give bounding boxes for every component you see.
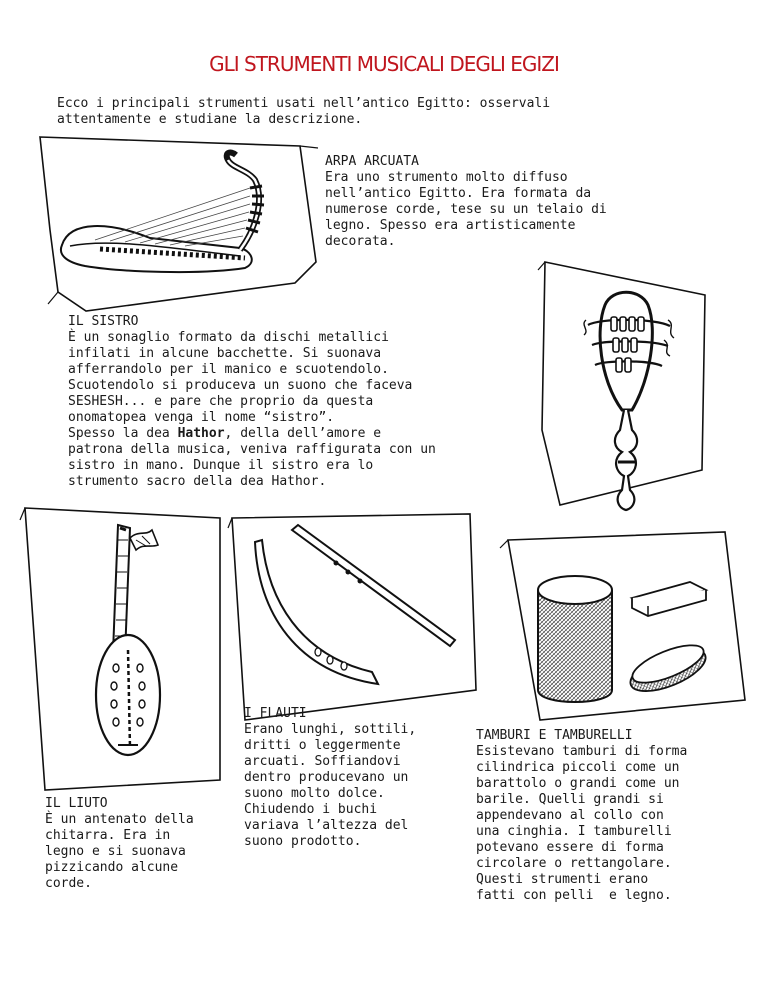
- lute-description: [45, 796, 225, 892]
- lute-illustration: [20, 508, 220, 790]
- sistrum-text-b: , della dell’amore e patrona della musica, veniva raffigurata con un sistro in mano. Dunque il sistro era lo strumento sacro della dea Hathor.: [68, 426, 436, 489]
- harp-text: Era uno strumento molto diffuso nell’antico Egitto. Era formata da numerose corde, tese su un telaio di legno. Spesso era artisticamente decorata.: [325, 170, 607, 249]
- flutes-illustration: [228, 514, 476, 720]
- drums-text: Esistevano tamburi di forma cilindrica piccoli come un barattolo o grandi come un barile. Quelli grandi si appendevano al collo con una cinghia. I tamburelli potevano essere di forma circolare o rettangolare. Questi strumenti erano fatti con pelli e legno.: [476, 744, 688, 903]
- sistrum-description: [68, 314, 518, 490]
- flutes-description: [244, 706, 459, 850]
- lute-text: È un antenato della chitarra. Era in legno e si suonava pizzicando alcune corde.: [45, 812, 194, 891]
- drums-heading: TAMBURI E TAMBURELLI: [476, 728, 633, 743]
- flutes-heading: I FLAUTI: [244, 706, 307, 721]
- intro-text: Ecco i principali strumenti usati nell’antico Egitto: osservali attentamente e studiane la descrizione.: [57, 96, 551, 127]
- drums-description: [476, 728, 738, 904]
- flutes-text: Erano lunghi, sottili, dritti o leggermente arcuati. Soffiandovi dentro producevano un suono molto dolce. Chiudendo i buchi variava l’altezza del suono prodotto.: [244, 722, 417, 849]
- harp-heading: ARPA ARCUATA: [325, 154, 419, 169]
- sistrum-text-a: È un sonaglio formato da dischi metallici infilati in alcune bacchette. Si suonava afferrandolo per il manico e scuotendolo. Scuotendolo si produceva un suono che faceva SESHESH... e pare che proprio da questa onomatopea venga il nome “sistro”. Spesso la dea: [68, 330, 413, 441]
- drums-illustration: [500, 532, 745, 720]
- lute-heading: IL LIUTO: [45, 796, 108, 811]
- harp-description: [325, 154, 665, 250]
- sistrum-heading: IL SISTRO: [68, 314, 139, 329]
- sistrum-illustration: [538, 262, 705, 510]
- hathor-name: Hathor: [177, 426, 225, 441]
- harp-illustration: [40, 137, 318, 311]
- page-title: GLI STRUMENTI MUSICALI DEGLI EGIZI: [209, 52, 559, 76]
